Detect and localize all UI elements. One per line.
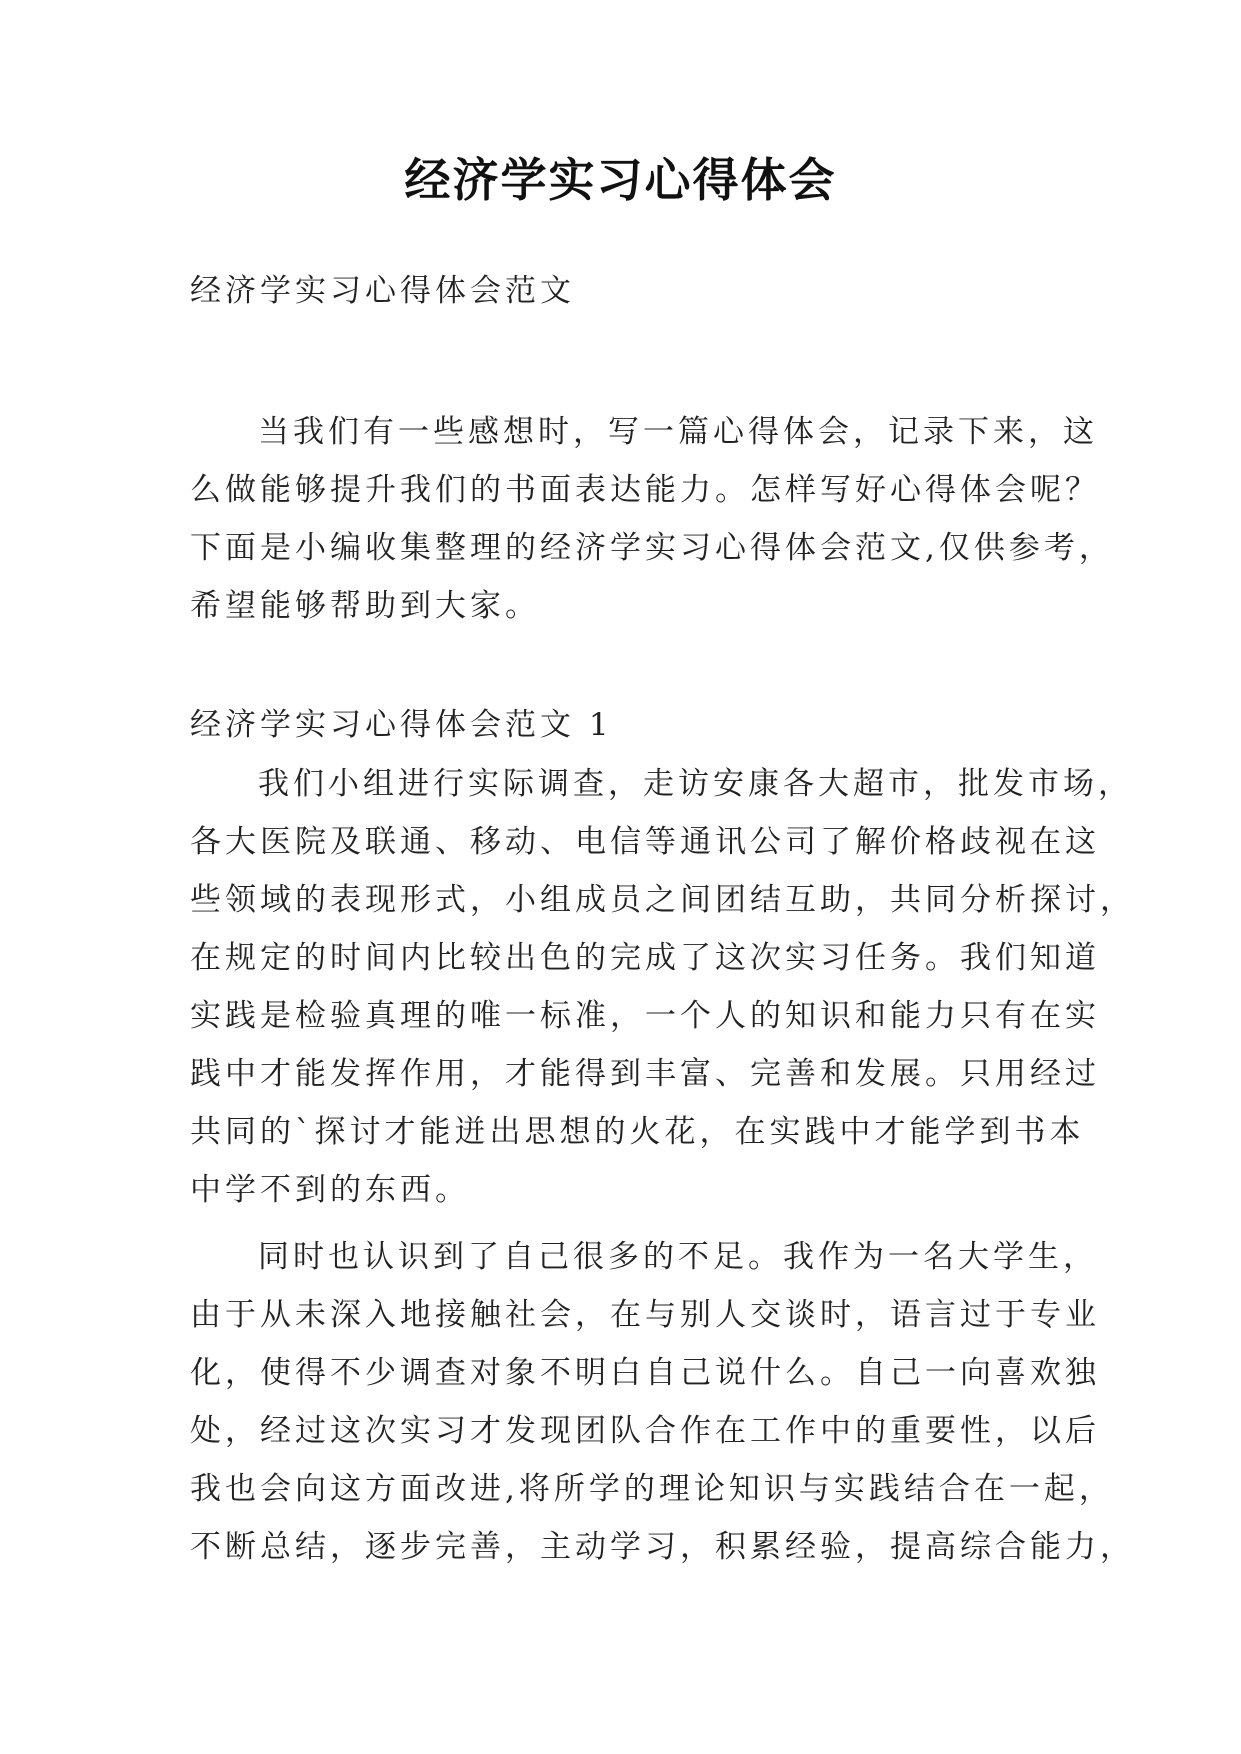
intro-paragraph xyxy=(190,403,1114,635)
paragraph-line: 共同的`探讨才能迸出思想的火花，在实践中才能学到书本 xyxy=(190,1114,1085,1150)
paragraph-line: 处，经过这次实习才发现团队合作在工作中的重要性，以后 xyxy=(190,1413,1100,1449)
paragraph-line: 化，使得不少调查对象不明白自己说什么。自己一向喜欢独 xyxy=(190,1355,1100,1391)
paragraph-line: 同时也认识到了自己很多的不足。我作为一名大学生， xyxy=(258,1239,1098,1275)
paragraph-line: 践中才能发挥作用，才能得到丰富、完善和发展。只用经过 xyxy=(190,1056,1100,1092)
paragraph-line: 在规定的时间内比较出色的完成了这次实习任务。我们知道 xyxy=(190,940,1100,976)
section-heading-text: 经济学实习心得体会范文 1 xyxy=(190,707,613,743)
paragraph-line: 中学不到的东西。 xyxy=(190,1172,470,1208)
paragraph-line: 实践是检验真理的唯一标准，一个人的知识和能力只有在实 xyxy=(190,998,1100,1034)
subtitle-text: 经济学实习心得体会范文 xyxy=(190,273,575,309)
document-subtitle xyxy=(190,262,1050,320)
paragraph-line: 由于从未深入地接触社会，在与别人交谈时，语言过于专业 xyxy=(190,1297,1100,1333)
intro-line: 么做能够提升我们的书面表达能力。怎样写好心得体会呢？ xyxy=(190,472,1100,508)
paragraph-line: 各大医院及联通、移动、电信等通讯公司了解价格歧视在这 xyxy=(190,824,1100,860)
intro-line: 当我们有一些感想时，写一篇心得体会，记录下来，这 xyxy=(258,414,1098,450)
intro-line: 希望能够帮助到大家。 xyxy=(190,588,540,624)
body-paragraph-1 xyxy=(190,755,1135,1219)
paragraph-line: 不断总结，逐步完善，主动学习，积累经验，提高综合能力， xyxy=(190,1529,1135,1565)
section-heading xyxy=(190,696,1050,754)
document-title: 经济学实习心得体会 xyxy=(404,153,837,207)
body-paragraph-2 xyxy=(190,1228,1135,1576)
paragraph-line: 些领域的表现形式，小组成员之间团结互助，共同分析探讨， xyxy=(190,882,1135,918)
paragraph-line: 我们小组进行实际调查，走访安康各大超市，批发市场， xyxy=(258,766,1133,802)
intro-line: 下面是小编收集整理的经济学实习心得体会范文,仅供参考， xyxy=(190,530,1114,566)
paragraph-line: 我也会向这方面改进,将所学的理论知识与实践结合在一起， xyxy=(190,1471,1114,1507)
